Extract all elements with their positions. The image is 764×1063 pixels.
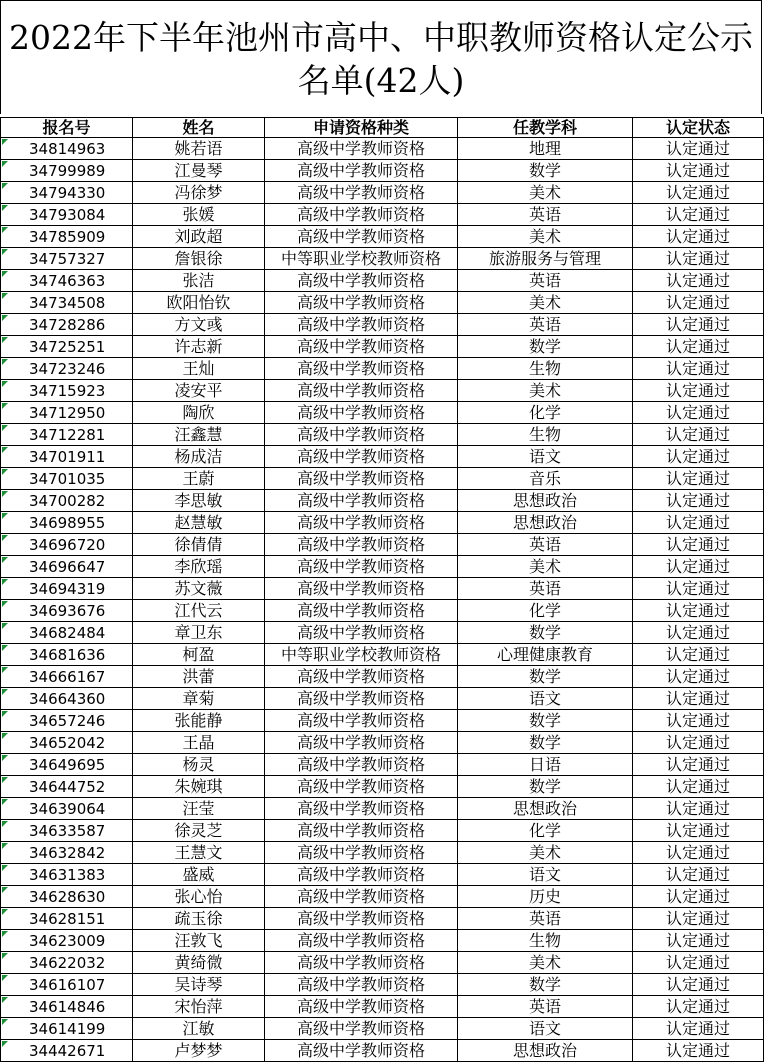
subject-cell: 数学: [458, 336, 633, 358]
registration-number-cell: 34725251: [1, 336, 133, 358]
table-row: [1, 336, 764, 358]
registration-number-cell: 34628630: [1, 886, 133, 908]
subject-cell: 地理: [458, 138, 633, 160]
table-row: [1, 358, 764, 380]
status-cell: 认定通过: [633, 710, 764, 732]
registration-number-cell: 34614199: [1, 1018, 133, 1040]
table-row: [1, 600, 764, 622]
name-cell: 詹银徐: [133, 248, 265, 270]
qualification-type-cell: 高级中学教师资格: [265, 226, 458, 248]
title-line-2: 名单(42人): [297, 61, 465, 100]
qualification-type-cell: 高级中学教师资格: [265, 314, 458, 336]
subject-cell: 美术: [458, 182, 633, 204]
subject-cell: 思想政治: [458, 1040, 633, 1062]
table-row: [1, 204, 764, 226]
subject-cell: 化学: [458, 402, 633, 424]
qualification-type-cell: 高级中学教师资格: [265, 380, 458, 402]
table-row: [1, 292, 764, 314]
qualification-type-cell: 高级中学教师资格: [265, 930, 458, 952]
table-row: [1, 446, 764, 468]
status-cell: 认定通过: [633, 622, 764, 644]
table-row: [1, 512, 764, 534]
table-row: [1, 666, 764, 688]
subject-cell: 英语: [458, 578, 633, 600]
registration-number-cell: 34639064: [1, 798, 133, 820]
registration-number-cell: 34694319: [1, 578, 133, 600]
status-cell: 认定通过: [633, 908, 764, 930]
title-line-1: 2022年下半年池州市高中、中职教师资格认定公示: [9, 18, 753, 57]
registration-number-cell: 34793084: [1, 204, 133, 226]
qualification-type-cell: 高级中学教师资格: [265, 512, 458, 534]
status-cell: 认定通过: [633, 688, 764, 710]
registration-number-cell: 34757327: [1, 248, 133, 270]
subject-cell: 英语: [458, 996, 633, 1018]
table-row: [1, 952, 764, 974]
status-cell: 认定通过: [633, 512, 764, 534]
header-name: 姓名: [133, 118, 265, 138]
table-row: [1, 864, 764, 886]
subject-cell: 日语: [458, 754, 633, 776]
name-cell: 凌安平: [133, 380, 265, 402]
name-cell: 许志新: [133, 336, 265, 358]
registration-number-cell: 34734508: [1, 292, 133, 314]
name-cell: 江敏: [133, 1018, 265, 1040]
table-row: [1, 160, 764, 182]
name-cell: 汪鑫慧: [133, 424, 265, 446]
qualification-type-cell: 高级中学教师资格: [265, 424, 458, 446]
qualification-type-cell: 高级中学教师资格: [265, 402, 458, 424]
subject-cell: 数学: [458, 732, 633, 754]
registration-number-cell: 34700282: [1, 490, 133, 512]
subject-cell: 思想政治: [458, 512, 633, 534]
status-cell: 认定通过: [633, 182, 764, 204]
table-row: [1, 776, 764, 798]
registration-number-cell: 34701911: [1, 446, 133, 468]
table-row: [1, 996, 764, 1018]
status-cell: 认定通过: [633, 1018, 764, 1040]
qualification-type-cell: 高级中学教师资格: [265, 556, 458, 578]
qualification-type-cell: 中等职业学校教师资格: [265, 248, 458, 270]
table-row: [1, 380, 764, 402]
status-cell: 认定通过: [633, 842, 764, 864]
qualification-type-cell: 高级中学教师资格: [265, 1040, 458, 1062]
subject-cell: 音乐: [458, 468, 633, 490]
status-cell: 认定通过: [633, 380, 764, 402]
table-row: [1, 644, 764, 666]
subject-cell: 思想政治: [458, 798, 633, 820]
status-cell: 认定通过: [633, 820, 764, 842]
name-cell: 冯徐梦: [133, 182, 265, 204]
name-cell: 姚若语: [133, 138, 265, 160]
name-cell: 章卫东: [133, 622, 265, 644]
subject-cell: 思想政治: [458, 490, 633, 512]
name-cell: 朱婉琪: [133, 776, 265, 798]
subject-cell: 历史: [458, 886, 633, 908]
table-row: [1, 226, 764, 248]
name-cell: 徐倩倩: [133, 534, 265, 556]
qualification-type-cell: 高级中学教师资格: [265, 908, 458, 930]
table-row: [1, 908, 764, 930]
table-row: [1, 490, 764, 512]
registration-number-cell: 34632842: [1, 842, 133, 864]
qualification-type-cell: 高级中学教师资格: [265, 204, 458, 226]
subject-cell: 美术: [458, 842, 633, 864]
status-cell: 认定通过: [633, 468, 764, 490]
subject-cell: 语文: [458, 1018, 633, 1040]
table-row: [1, 886, 764, 908]
qualification-type-cell: 高级中学教师资格: [265, 886, 458, 908]
qualification-type-cell: 高级中学教师资格: [265, 358, 458, 380]
qualification-type-cell: 高级中学教师资格: [265, 974, 458, 996]
qualification-type-cell: 高级中学教师资格: [265, 292, 458, 314]
status-cell: 认定通过: [633, 974, 764, 996]
subject-cell: 化学: [458, 820, 633, 842]
name-cell: 江曼琴: [133, 160, 265, 182]
registration-number-cell: 34799989: [1, 160, 133, 182]
table-row: [1, 622, 764, 644]
qualification-type-cell: 高级中学教师资格: [265, 864, 458, 886]
name-cell: 徐灵芝: [133, 820, 265, 842]
registration-number-cell: 34664360: [1, 688, 133, 710]
subject-cell: 旅游服务与管理: [458, 248, 633, 270]
table-row: [1, 182, 764, 204]
registration-number-cell: 34693676: [1, 600, 133, 622]
status-cell: 认定通过: [633, 336, 764, 358]
qualification-type-cell: 高级中学教师资格: [265, 270, 458, 292]
qualification-type-cell: 高级中学教师资格: [265, 490, 458, 512]
qualification-type-cell: 高级中学教师资格: [265, 600, 458, 622]
subject-cell: 英语: [458, 204, 633, 226]
name-cell: 吴诗琴: [133, 974, 265, 996]
registration-number-cell: 34628151: [1, 908, 133, 930]
registration-number-cell: 34682484: [1, 622, 133, 644]
name-cell: 苏文薇: [133, 578, 265, 600]
subject-cell: 英语: [458, 314, 633, 336]
name-cell: 张能静: [133, 710, 265, 732]
name-cell: 欧阳怡钦: [133, 292, 265, 314]
document-title: [0, 0, 762, 114]
qualification-type-cell: 高级中学教师资格: [265, 578, 458, 600]
table-row: [1, 842, 764, 864]
name-cell: 宋怡萍: [133, 996, 265, 1018]
qualification-type-cell: 高级中学教师资格: [265, 798, 458, 820]
table-row: [1, 138, 764, 160]
qualification-type-cell: 高级中学教师资格: [265, 534, 458, 556]
subject-cell: 美术: [458, 952, 633, 974]
table-row: [1, 534, 764, 556]
table-row: [1, 820, 764, 842]
registration-number-cell: 34649695: [1, 754, 133, 776]
status-cell: 认定通过: [633, 160, 764, 182]
name-cell: 张心怡: [133, 886, 265, 908]
registration-number-cell: 34622032: [1, 952, 133, 974]
name-cell: 王晶: [133, 732, 265, 754]
name-cell: 疏玉徐: [133, 908, 265, 930]
subject-cell: 数学: [458, 974, 633, 996]
status-cell: 认定通过: [633, 930, 764, 952]
status-cell: 认定通过: [633, 226, 764, 248]
table-row: [1, 468, 764, 490]
header-qualification-type: 申请资格种类: [265, 118, 458, 138]
registration-number-cell: 34652042: [1, 732, 133, 754]
table-header-row: [1, 118, 764, 138]
subject-cell: 美术: [458, 380, 633, 402]
status-cell: 认定通过: [633, 204, 764, 226]
status-cell: 认定通过: [633, 644, 764, 666]
registration-number-cell: 34723246: [1, 358, 133, 380]
table-row: [1, 314, 764, 336]
qualification-type-cell: 高级中学教师资格: [265, 666, 458, 688]
header-subject: 任教学科: [458, 118, 633, 138]
subject-cell: 数学: [458, 776, 633, 798]
status-cell: 认定通过: [633, 732, 764, 754]
qualification-type-cell: 高级中学教师资格: [265, 138, 458, 160]
name-cell: 杨成洁: [133, 446, 265, 468]
table-row: [1, 732, 764, 754]
table-row: [1, 270, 764, 292]
status-cell: 认定通过: [633, 446, 764, 468]
registration-number-cell: 34785909: [1, 226, 133, 248]
status-cell: 认定通过: [633, 864, 764, 886]
status-cell: 认定通过: [633, 490, 764, 512]
status-cell: 认定通过: [633, 424, 764, 446]
subject-cell: 数学: [458, 160, 633, 182]
qualification-type-cell: 高级中学教师资格: [265, 820, 458, 842]
header-status: 认定状态: [633, 118, 764, 138]
registration-number-cell: 34442671: [1, 1040, 133, 1062]
subject-cell: 化学: [458, 600, 633, 622]
name-cell: 柯盈: [133, 644, 265, 666]
status-cell: 认定通过: [633, 886, 764, 908]
status-cell: 认定通过: [633, 556, 764, 578]
subject-cell: 语文: [458, 688, 633, 710]
registration-number-cell: 34715923: [1, 380, 133, 402]
subject-cell: 生物: [458, 930, 633, 952]
qualification-type-cell: 中等职业学校教师资格: [265, 644, 458, 666]
name-cell: 张洁: [133, 270, 265, 292]
name-cell: 卢梦梦: [133, 1040, 265, 1062]
qualification-type-cell: 高级中学教师资格: [265, 446, 458, 468]
qualification-type-cell: 高级中学教师资格: [265, 160, 458, 182]
registration-number-cell: 34746363: [1, 270, 133, 292]
table-row: [1, 974, 764, 996]
qualification-type-cell: 高级中学教师资格: [265, 996, 458, 1018]
table-row: [1, 754, 764, 776]
qualification-type-cell: 高级中学教师资格: [265, 336, 458, 358]
registration-number-cell: 34712281: [1, 424, 133, 446]
name-cell: 李欣瑶: [133, 556, 265, 578]
registration-number-cell: 34681636: [1, 644, 133, 666]
status-cell: 认定通过: [633, 402, 764, 424]
table-row: [1, 688, 764, 710]
qualification-type-cell: 高级中学教师资格: [265, 468, 458, 490]
table-row: [1, 248, 764, 270]
name-cell: 盛威: [133, 864, 265, 886]
table-row: [1, 402, 764, 424]
status-cell: 认定通过: [633, 138, 764, 160]
registration-number-cell: 34657246: [1, 710, 133, 732]
registration-number-cell: 34728286: [1, 314, 133, 336]
name-cell: 张媛: [133, 204, 265, 226]
subject-cell: 语文: [458, 446, 633, 468]
qualification-type-cell: 高级中学教师资格: [265, 732, 458, 754]
name-cell: 王灿: [133, 358, 265, 380]
registration-number-cell: 34698955: [1, 512, 133, 534]
header-registration-number: 报名号: [1, 118, 133, 138]
registration-number-cell: 34631383: [1, 864, 133, 886]
qualification-type-cell: 高级中学教师资格: [265, 754, 458, 776]
status-cell: 认定通过: [633, 270, 764, 292]
registration-number-cell: 34644752: [1, 776, 133, 798]
table-row: [1, 578, 764, 600]
registration-number-cell: 34666167: [1, 666, 133, 688]
status-cell: 认定通过: [633, 1040, 764, 1062]
registration-number-cell: 34696720: [1, 534, 133, 556]
table-row: [1, 556, 764, 578]
qualification-type-cell: 高级中学教师资格: [265, 710, 458, 732]
name-cell: 李思敏: [133, 490, 265, 512]
qualification-type-cell: 高级中学教师资格: [265, 1018, 458, 1040]
qualification-type-cell: 高级中学教师资格: [265, 182, 458, 204]
name-cell: 方文彧: [133, 314, 265, 336]
name-cell: 江代云: [133, 600, 265, 622]
qualification-type-cell: 高级中学教师资格: [265, 952, 458, 974]
subject-cell: 英语: [458, 270, 633, 292]
status-cell: 认定通过: [633, 754, 764, 776]
qualification-type-cell: 高级中学教师资格: [265, 776, 458, 798]
registration-number-cell: 34696647: [1, 556, 133, 578]
name-cell: 杨灵: [133, 754, 265, 776]
status-cell: 认定通过: [633, 248, 764, 270]
subject-cell: 数学: [458, 666, 633, 688]
status-cell: 认定通过: [633, 996, 764, 1018]
registration-number-cell: 34633587: [1, 820, 133, 842]
registration-number-cell: 34712950: [1, 402, 133, 424]
table-row: [1, 1018, 764, 1040]
name-cell: 刘政超: [133, 226, 265, 248]
registration-number-cell: 34701035: [1, 468, 133, 490]
registration-number-cell: 34794330: [1, 182, 133, 204]
registration-number-cell: 34814963: [1, 138, 133, 160]
table-row: [1, 1040, 764, 1062]
subject-cell: 数学: [458, 710, 633, 732]
name-cell: 汪莹: [133, 798, 265, 820]
subject-cell: 心理健康教育: [458, 644, 633, 666]
status-cell: 认定通过: [633, 534, 764, 556]
table-row: [1, 798, 764, 820]
subject-cell: 语文: [458, 864, 633, 886]
subject-cell: 数学: [458, 622, 633, 644]
subject-cell: 生物: [458, 424, 633, 446]
table-row: [1, 930, 764, 952]
status-cell: 认定通过: [633, 600, 764, 622]
table-row: [1, 710, 764, 732]
subject-cell: 美术: [458, 226, 633, 248]
status-cell: 认定通过: [633, 666, 764, 688]
subject-cell: 英语: [458, 908, 633, 930]
status-cell: 认定通过: [633, 952, 764, 974]
subject-cell: 英语: [458, 534, 633, 556]
registration-number-cell: 34614846: [1, 996, 133, 1018]
results-table: [0, 117, 764, 1062]
table-row: [1, 424, 764, 446]
status-cell: 认定通过: [633, 776, 764, 798]
name-cell: 王慧文: [133, 842, 265, 864]
qualification-type-cell: 高级中学教师资格: [265, 842, 458, 864]
status-cell: 认定通过: [633, 798, 764, 820]
name-cell: 陶欣: [133, 402, 265, 424]
registration-number-cell: 34616107: [1, 974, 133, 996]
status-cell: 认定通过: [633, 358, 764, 380]
status-cell: 认定通过: [633, 292, 764, 314]
subject-cell: 美术: [458, 292, 633, 314]
status-cell: 认定通过: [633, 314, 764, 336]
name-cell: 汪敦飞: [133, 930, 265, 952]
name-cell: 王蔚: [133, 468, 265, 490]
registration-number-cell: 34623009: [1, 930, 133, 952]
name-cell: 赵慧敏: [133, 512, 265, 534]
subject-cell: 美术: [458, 556, 633, 578]
subject-cell: 生物: [458, 358, 633, 380]
qualification-type-cell: 高级中学教师资格: [265, 622, 458, 644]
name-cell: 洪蕾: [133, 666, 265, 688]
name-cell: 黄绮微: [133, 952, 265, 974]
status-cell: 认定通过: [633, 578, 764, 600]
qualification-type-cell: 高级中学教师资格: [265, 688, 458, 710]
name-cell: 章菊: [133, 688, 265, 710]
